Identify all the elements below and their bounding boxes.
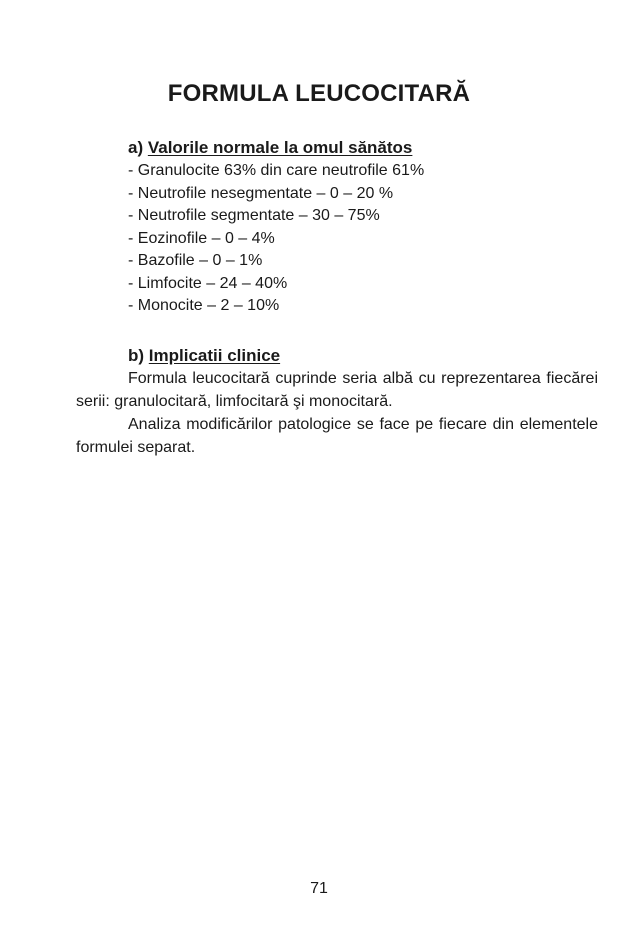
list-item: - Granulocite 63% din care neutrofile 61%	[128, 162, 425, 179]
clinical-paragraph-1: Formula leucocitară cuprinde seria albă cu reprezentarea fiecărei serii: granulocitară, limfocitară şi monocitară.	[76, 370, 598, 410]
list-item: - Neutrofile segmentate – 30 – 75%	[128, 207, 380, 224]
section-a-prefix: a)	[128, 138, 148, 157]
section-a-heading	[128, 137, 412, 159]
list-item: - Monocite – 2 – 10%	[128, 297, 280, 314]
page-title: FORMULA LEUCOCITARĂ	[167, 80, 471, 107]
normal-values-list	[128, 160, 424, 318]
list-item: - Neutrofile nesegmentate – 0 – 20 %	[128, 184, 394, 202]
clinical-paragraph-2: Analiza modificărilor patologice se face pe fiecare din elementele formulei separat.	[76, 416, 598, 456]
section-b-prefix: b)	[128, 346, 149, 365]
section-a-heading-text: Valorile normale la omul sănătos	[147, 138, 413, 157]
page-number: 71	[310, 880, 328, 897]
section-b-heading	[128, 345, 280, 367]
section-b-heading-text: Implicatii clinice	[148, 346, 281, 365]
list-item: - Limfocite – 24 – 40%	[128, 274, 288, 292]
list-item: - Bazofile – 0 – 1%	[128, 252, 263, 269]
list-item: - Eozinofile – 0 – 4%	[128, 229, 275, 247]
